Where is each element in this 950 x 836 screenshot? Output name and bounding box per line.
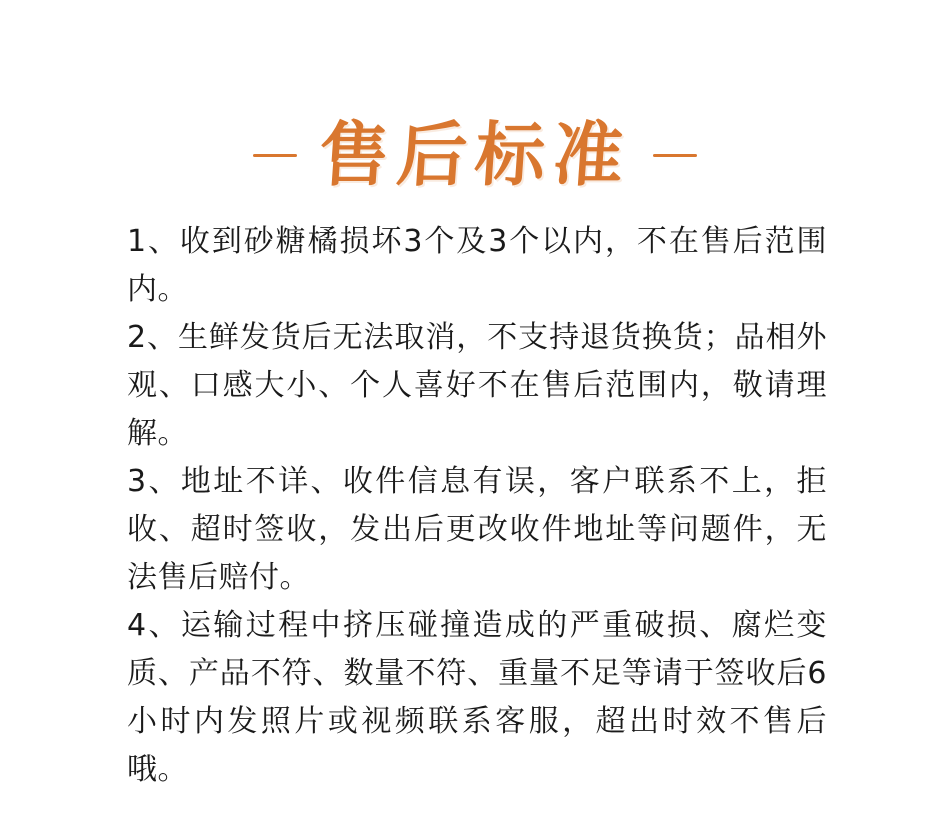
title-right-dash (653, 154, 697, 157)
page-title: 售后标准 (316, 114, 634, 196)
rules-list (127, 218, 827, 794)
rule-item-4: 4、运输过程中挤压碰撞造成的严重破损、腐烂变质、产品不符、数量不符、重量不足等请于签收后6小时内发照片或视频联系客服，超出时效不售后哦。 (127, 608, 827, 787)
title-left-dash (253, 154, 297, 157)
rule-item-1: 1、收到砂糖橘损坏3个及3个以内，不在售后范围内。 (127, 224, 827, 307)
rule-item-2: 2、生鲜发货后无法取消，不支持退货换货；品相外观、口感大小、个人喜好不在售后范围内，敬请理解。 (127, 320, 827, 451)
section-header (0, 110, 950, 200)
rule-item-3: 3、地址不详、收件信息有误，客户联系不上，拒收、超时签收，发出后更改收件地址等问题件，无法售后赔付。 (127, 464, 827, 595)
